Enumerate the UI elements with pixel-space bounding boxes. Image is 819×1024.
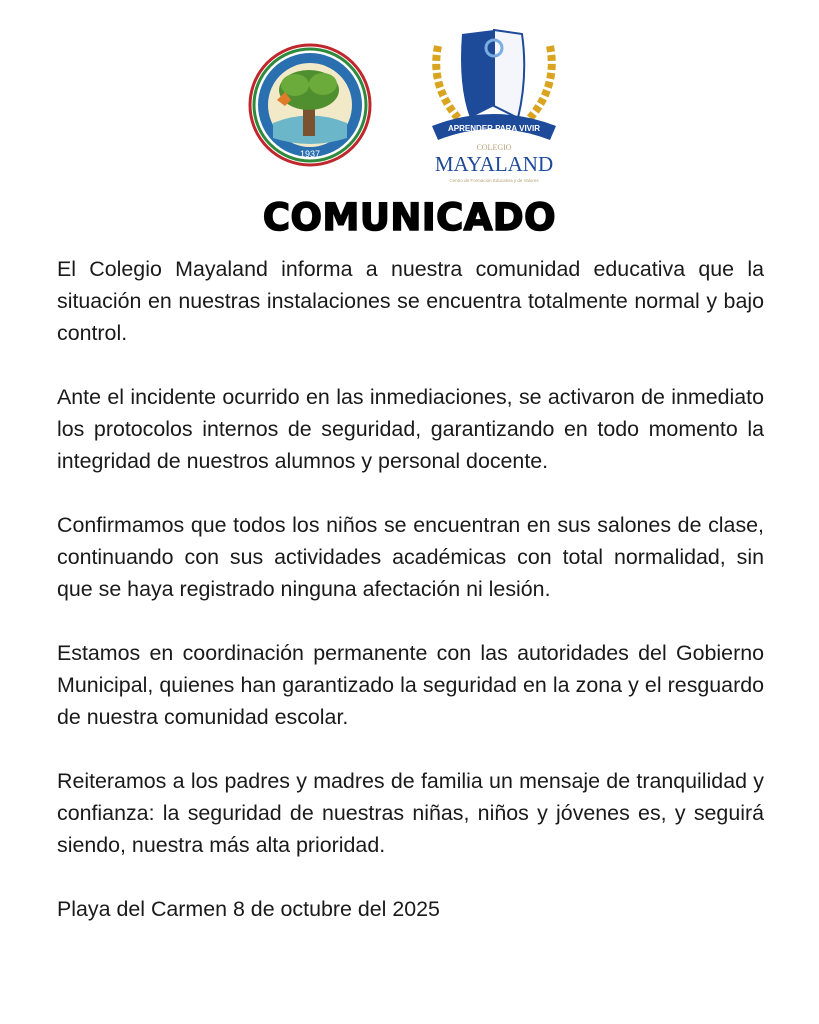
ejido-playa-del-carmen-seal-logo [243, 38, 377, 172]
paragraph: Ante el incidente ocurrido en las inmediaciones, se activaron de inmediato los protocolos internos de seguridad, garantizando en todo momento la integridad de nuestros alumnos y personal docente. [57, 385, 764, 473]
paragraph: El Colegio Mayaland informa a nuestra comunidad educativa que la situación en nuestras instalaciones se encuentra totalmente normal y bajo control. [57, 257, 764, 345]
school-tagline: Centro de Formación Educativa y de Valores [449, 178, 539, 183]
paragraph: Reiteramos a los padres y madres de familia un mensaje de tranquilidad y confianza: la seguridad de nuestras niñas, niños y jóvenes es, y seguirá siendo, nuestra más alta prioridad. [57, 769, 764, 857]
school-colegio-label: COLEGIO [476, 143, 512, 152]
paragraph: Confirmamos que todos los niños se encuentran en sus salones de clase, continuando con sus actividades académicas con total normalidad, sin que se haya registrado ninguna afectación ni lesión. [57, 513, 764, 601]
paragraph: Estamos en coordinación permanente con las autoridades del Gobierno Municipal, quienes han garantizado la seguridad en la zona y el resguardo de nuestra comunidad escolar. [57, 641, 764, 729]
colegio-mayaland-logo [424, 26, 564, 186]
logo-header [0, 18, 819, 183]
document-title: COMUNICADO [262, 196, 557, 239]
seal-year: 1937 [299, 149, 321, 159]
school-name: MAYALAND [434, 152, 554, 176]
signoff-place-date: Playa del Carmen 8 de octubre del 2025 [57, 897, 440, 921]
school-motto: APRENDER PARA VIVIR [447, 124, 541, 133]
document-body [57, 253, 764, 957]
